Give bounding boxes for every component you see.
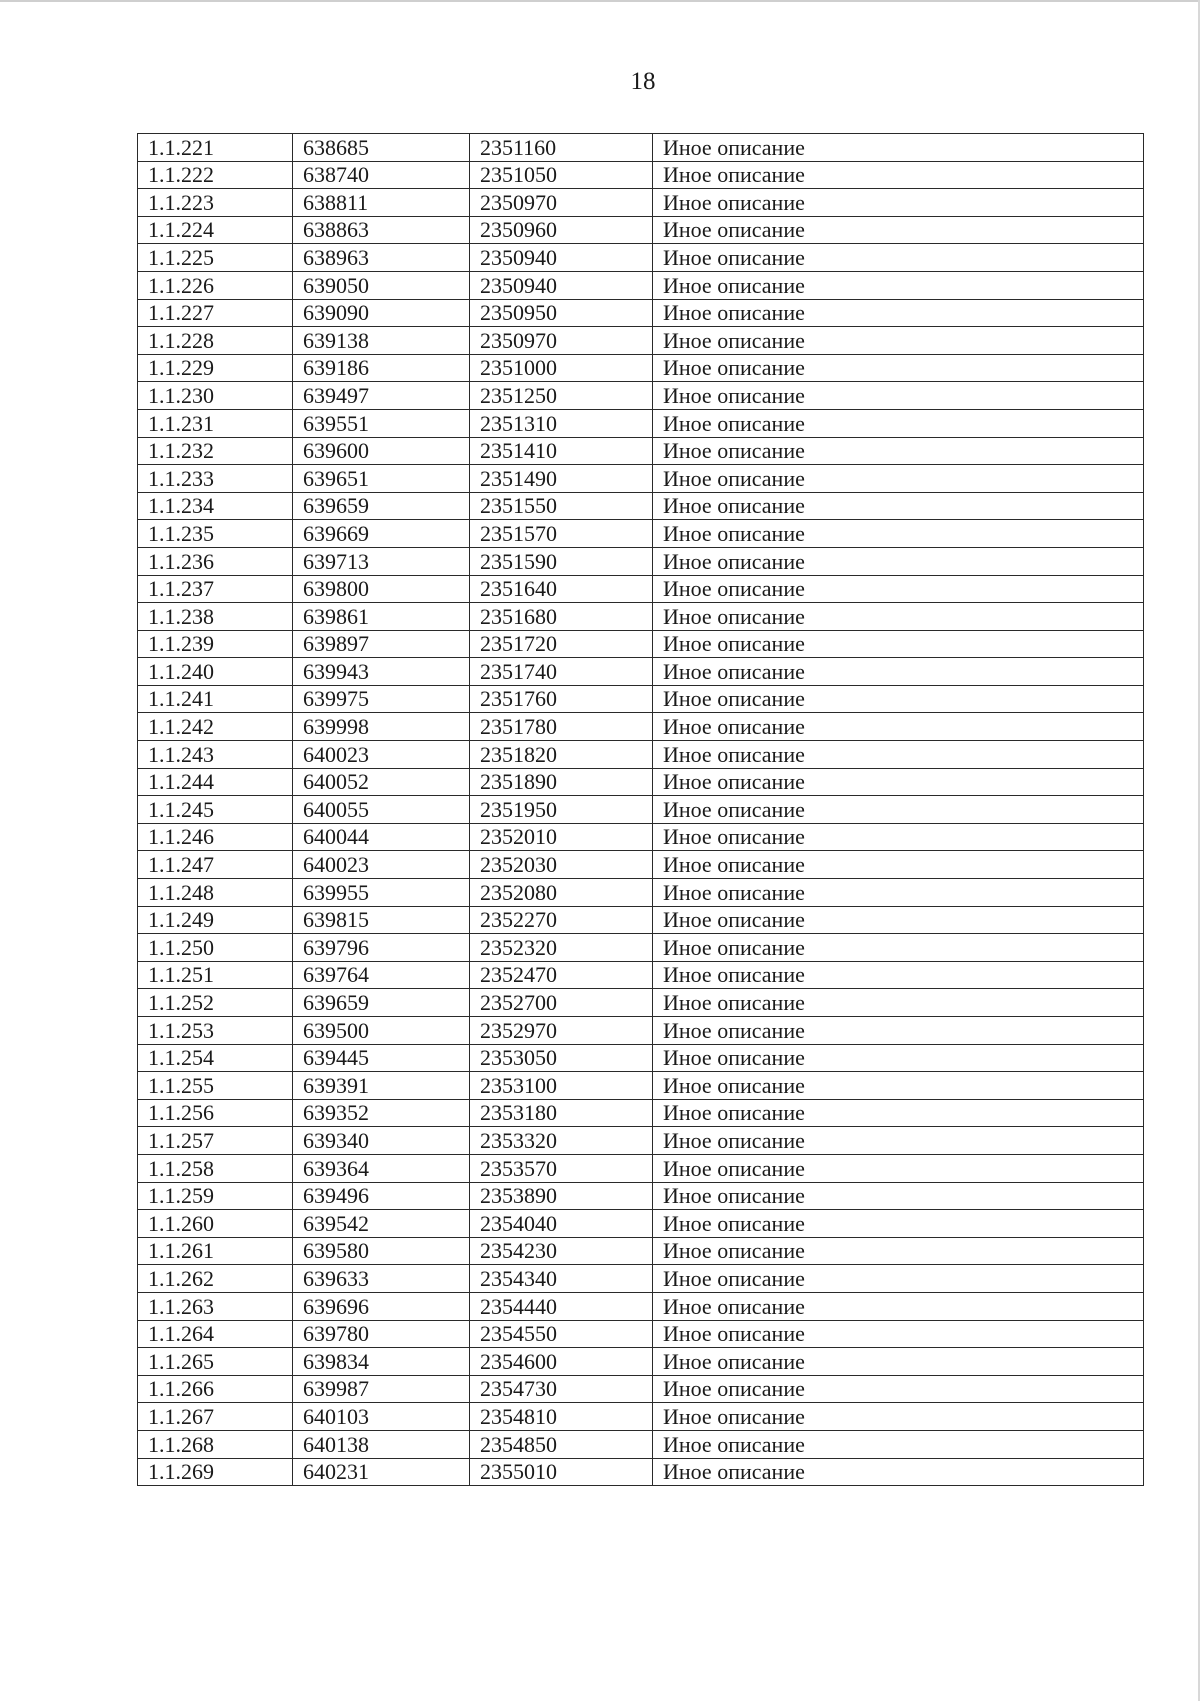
x-coordinate-cell: 639186	[293, 354, 470, 382]
description-cell: Иное описание	[653, 547, 1144, 575]
point-number-cell: 1.1.252	[138, 989, 293, 1017]
table-row	[138, 327, 1144, 355]
x-coordinate-cell: 640055	[293, 796, 470, 824]
y-coordinate-cell: 2351310	[470, 409, 653, 437]
y-coordinate-cell: 2351050	[470, 161, 653, 189]
y-coordinate-cell: 2353320	[470, 1127, 653, 1155]
x-coordinate-cell: 639551	[293, 409, 470, 437]
coordinates-table-body	[138, 134, 1144, 1486]
point-number-cell: 1.1.267	[138, 1403, 293, 1431]
x-coordinate-cell: 639659	[293, 989, 470, 1017]
point-number-cell: 1.1.240	[138, 658, 293, 686]
page-number: 18	[630, 68, 656, 95]
description-cell: Иное описание	[653, 1210, 1144, 1238]
x-coordinate-cell: 639834	[293, 1348, 470, 1376]
y-coordinate-cell: 2351740	[470, 658, 653, 686]
point-number-cell: 1.1.235	[138, 520, 293, 548]
x-coordinate-cell: 639352	[293, 1099, 470, 1127]
y-coordinate-cell: 2351950	[470, 796, 653, 824]
table-row	[138, 216, 1144, 244]
description-cell: Иное описание	[653, 409, 1144, 437]
y-coordinate-cell: 2350970	[470, 327, 653, 355]
description-cell: Иное описание	[653, 437, 1144, 465]
x-coordinate-cell: 639669	[293, 520, 470, 548]
y-coordinate-cell: 2350940	[470, 244, 653, 272]
x-coordinate-cell: 639975	[293, 685, 470, 713]
table-row	[138, 1375, 1144, 1403]
y-coordinate-cell: 2354730	[470, 1375, 653, 1403]
point-number-cell: 1.1.225	[138, 244, 293, 272]
y-coordinate-cell: 2353050	[470, 1044, 653, 1072]
table-row	[138, 409, 1144, 437]
description-cell: Иное описание	[653, 1320, 1144, 1348]
description-cell: Иное описание	[653, 382, 1144, 410]
y-coordinate-cell: 2350960	[470, 216, 653, 244]
x-coordinate-cell: 639500	[293, 1017, 470, 1045]
y-coordinate-cell: 2354600	[470, 1348, 653, 1376]
point-number-cell: 1.1.237	[138, 575, 293, 603]
table-row	[138, 271, 1144, 299]
point-number-cell: 1.1.241	[138, 685, 293, 713]
y-coordinate-cell: 2353100	[470, 1072, 653, 1100]
table-row	[138, 1127, 1144, 1155]
point-number-cell: 1.1.261	[138, 1237, 293, 1265]
x-coordinate-cell: 639780	[293, 1320, 470, 1348]
x-coordinate-cell: 639542	[293, 1210, 470, 1238]
x-coordinate-cell: 639998	[293, 713, 470, 741]
table-row	[138, 1044, 1144, 1072]
y-coordinate-cell: 2352470	[470, 961, 653, 989]
y-coordinate-cell: 2351490	[470, 465, 653, 493]
description-cell: Иное описание	[653, 465, 1144, 493]
point-number-cell: 1.1.263	[138, 1292, 293, 1320]
x-coordinate-cell: 639696	[293, 1292, 470, 1320]
x-coordinate-cell: 639497	[293, 382, 470, 410]
table-row	[138, 161, 1144, 189]
point-number-cell: 1.1.244	[138, 768, 293, 796]
point-number-cell: 1.1.266	[138, 1375, 293, 1403]
point-number-cell: 1.1.224	[138, 216, 293, 244]
y-coordinate-cell: 2352010	[470, 823, 653, 851]
table-row	[138, 1182, 1144, 1210]
description-cell: Иное описание	[653, 741, 1144, 769]
point-number-cell: 1.1.255	[138, 1072, 293, 1100]
point-number-cell: 1.1.246	[138, 823, 293, 851]
description-cell: Иное описание	[653, 630, 1144, 658]
x-coordinate-cell: 638740	[293, 161, 470, 189]
table-row	[138, 1265, 1144, 1293]
point-number-cell: 1.1.228	[138, 327, 293, 355]
description-cell: Иное описание	[653, 768, 1144, 796]
table-row	[138, 1099, 1144, 1127]
table-row	[138, 768, 1144, 796]
point-number-cell: 1.1.268	[138, 1430, 293, 1458]
description-cell: Иное описание	[653, 161, 1144, 189]
description-cell: Иное описание	[653, 1072, 1144, 1100]
description-cell: Иное описание	[653, 1348, 1144, 1376]
x-coordinate-cell: 639987	[293, 1375, 470, 1403]
point-number-cell: 1.1.231	[138, 409, 293, 437]
description-cell: Иное описание	[653, 134, 1144, 162]
y-coordinate-cell: 2352700	[470, 989, 653, 1017]
table-row	[138, 989, 1144, 1017]
table-row	[138, 520, 1144, 548]
point-number-cell: 1.1.253	[138, 1017, 293, 1045]
description-cell: Иное описание	[653, 1292, 1144, 1320]
description-cell: Иное описание	[653, 1099, 1144, 1127]
point-number-cell: 1.1.260	[138, 1210, 293, 1238]
description-cell: Иное описание	[653, 603, 1144, 631]
x-coordinate-cell: 639364	[293, 1154, 470, 1182]
x-coordinate-cell: 639580	[293, 1237, 470, 1265]
coordinates-table	[137, 133, 1144, 1486]
point-number-cell: 1.1.249	[138, 906, 293, 934]
x-coordinate-cell: 640231	[293, 1458, 470, 1486]
table-row	[138, 382, 1144, 410]
y-coordinate-cell: 2354340	[470, 1265, 653, 1293]
point-number-cell: 1.1.245	[138, 796, 293, 824]
y-coordinate-cell: 2354550	[470, 1320, 653, 1348]
y-coordinate-cell: 2350950	[470, 299, 653, 327]
x-coordinate-cell: 638963	[293, 244, 470, 272]
y-coordinate-cell: 2351820	[470, 741, 653, 769]
table-row	[138, 354, 1144, 382]
table-row	[138, 879, 1144, 907]
x-coordinate-cell: 640023	[293, 741, 470, 769]
description-cell: Иное описание	[653, 1127, 1144, 1155]
x-coordinate-cell: 639600	[293, 437, 470, 465]
table-row	[138, 575, 1144, 603]
description-cell: Иное описание	[653, 299, 1144, 327]
x-coordinate-cell: 639897	[293, 630, 470, 658]
scan-edge-top	[0, 0, 1200, 2]
point-number-cell: 1.1.250	[138, 934, 293, 962]
x-coordinate-cell: 639943	[293, 658, 470, 686]
y-coordinate-cell: 2353890	[470, 1182, 653, 1210]
table-row	[138, 1320, 1144, 1348]
y-coordinate-cell: 2351760	[470, 685, 653, 713]
y-coordinate-cell: 2351680	[470, 603, 653, 631]
point-number-cell: 1.1.257	[138, 1127, 293, 1155]
y-coordinate-cell: 2352970	[470, 1017, 653, 1045]
y-coordinate-cell: 2355010	[470, 1458, 653, 1486]
point-number-cell: 1.1.269	[138, 1458, 293, 1486]
description-cell: Иное описание	[653, 906, 1144, 934]
x-coordinate-cell: 639340	[293, 1127, 470, 1155]
x-coordinate-cell: 640023	[293, 851, 470, 879]
point-number-cell: 1.1.247	[138, 851, 293, 879]
description-cell: Иное описание	[653, 1237, 1144, 1265]
description-cell: Иное описание	[653, 271, 1144, 299]
table-row	[138, 658, 1144, 686]
x-coordinate-cell: 640103	[293, 1403, 470, 1431]
y-coordinate-cell: 2354440	[470, 1292, 653, 1320]
table-row	[138, 244, 1144, 272]
x-coordinate-cell: 639633	[293, 1265, 470, 1293]
description-cell: Иное описание	[653, 216, 1144, 244]
description-cell: Иное описание	[653, 796, 1144, 824]
x-coordinate-cell: 639445	[293, 1044, 470, 1072]
point-number-cell: 1.1.221	[138, 134, 293, 162]
description-cell: Иное описание	[653, 879, 1144, 907]
description-cell: Иное описание	[653, 934, 1144, 962]
x-coordinate-cell: 639713	[293, 547, 470, 575]
x-coordinate-cell: 639391	[293, 1072, 470, 1100]
point-number-cell: 1.1.238	[138, 603, 293, 631]
table-row	[138, 1154, 1144, 1182]
table-row	[138, 1237, 1144, 1265]
x-coordinate-cell: 639764	[293, 961, 470, 989]
description-cell: Иное описание	[653, 1017, 1144, 1045]
y-coordinate-cell: 2351720	[470, 630, 653, 658]
table-row	[138, 685, 1144, 713]
x-coordinate-cell: 638685	[293, 134, 470, 162]
y-coordinate-cell: 2351000	[470, 354, 653, 382]
x-coordinate-cell: 639955	[293, 879, 470, 907]
table-row	[138, 547, 1144, 575]
point-number-cell: 1.1.230	[138, 382, 293, 410]
description-cell: Иное описание	[653, 1044, 1144, 1072]
y-coordinate-cell: 2354810	[470, 1403, 653, 1431]
table-row	[138, 1458, 1144, 1486]
table-row	[138, 1017, 1144, 1045]
description-cell: Иное описание	[653, 713, 1144, 741]
description-cell: Иное описание	[653, 492, 1144, 520]
point-number-cell: 1.1.226	[138, 271, 293, 299]
point-number-cell: 1.1.236	[138, 547, 293, 575]
table-row	[138, 437, 1144, 465]
point-number-cell: 1.1.234	[138, 492, 293, 520]
description-cell: Иное описание	[653, 989, 1144, 1017]
description-cell: Иное описание	[653, 189, 1144, 217]
table-row	[138, 189, 1144, 217]
point-number-cell: 1.1.258	[138, 1154, 293, 1182]
point-number-cell: 1.1.233	[138, 465, 293, 493]
description-cell: Иное описание	[653, 327, 1144, 355]
table-row	[138, 134, 1144, 162]
x-coordinate-cell: 639651	[293, 465, 470, 493]
y-coordinate-cell: 2353180	[470, 1099, 653, 1127]
point-number-cell: 1.1.256	[138, 1099, 293, 1127]
description-cell: Иное описание	[653, 1375, 1144, 1403]
point-number-cell: 1.1.232	[138, 437, 293, 465]
description-cell: Иное описание	[653, 685, 1144, 713]
x-coordinate-cell: 640052	[293, 768, 470, 796]
x-coordinate-cell: 640044	[293, 823, 470, 851]
y-coordinate-cell: 2352080	[470, 879, 653, 907]
table-row	[138, 603, 1144, 631]
x-coordinate-cell: 638863	[293, 216, 470, 244]
description-cell: Иное описание	[653, 823, 1144, 851]
y-coordinate-cell: 2354230	[470, 1237, 653, 1265]
description-cell: Иное описание	[653, 658, 1144, 686]
y-coordinate-cell: 2353570	[470, 1154, 653, 1182]
point-number-cell: 1.1.243	[138, 741, 293, 769]
x-coordinate-cell: 638811	[293, 189, 470, 217]
description-cell: Иное описание	[653, 961, 1144, 989]
table-row	[138, 492, 1144, 520]
x-coordinate-cell: 639659	[293, 492, 470, 520]
y-coordinate-cell: 2351590	[470, 547, 653, 575]
x-coordinate-cell: 639815	[293, 906, 470, 934]
table-row	[138, 1292, 1144, 1320]
table-row	[138, 713, 1144, 741]
y-coordinate-cell: 2354850	[470, 1430, 653, 1458]
description-cell: Иное описание	[653, 851, 1144, 879]
point-number-cell: 1.1.262	[138, 1265, 293, 1293]
description-cell: Иное описание	[653, 1403, 1144, 1431]
y-coordinate-cell: 2351570	[470, 520, 653, 548]
x-coordinate-cell: 639496	[293, 1182, 470, 1210]
x-coordinate-cell: 640138	[293, 1430, 470, 1458]
description-cell: Иное описание	[653, 1154, 1144, 1182]
y-coordinate-cell: 2352320	[470, 934, 653, 962]
table-row	[138, 906, 1144, 934]
y-coordinate-cell: 2351160	[470, 134, 653, 162]
table-row	[138, 796, 1144, 824]
y-coordinate-cell: 2351890	[470, 768, 653, 796]
table-row	[138, 1348, 1144, 1376]
table-row	[138, 1430, 1144, 1458]
table-row	[138, 630, 1144, 658]
point-number-cell: 1.1.264	[138, 1320, 293, 1348]
table-row	[138, 934, 1144, 962]
table-row	[138, 1210, 1144, 1238]
y-coordinate-cell: 2350970	[470, 189, 653, 217]
point-number-cell: 1.1.223	[138, 189, 293, 217]
description-cell: Иное описание	[653, 1458, 1144, 1486]
point-number-cell: 1.1.242	[138, 713, 293, 741]
y-coordinate-cell: 2351640	[470, 575, 653, 603]
point-number-cell: 1.1.254	[138, 1044, 293, 1072]
y-coordinate-cell: 2351410	[470, 437, 653, 465]
y-coordinate-cell: 2352030	[470, 851, 653, 879]
table-row	[138, 741, 1144, 769]
y-coordinate-cell: 2352270	[470, 906, 653, 934]
table-row	[138, 823, 1144, 851]
point-number-cell: 1.1.239	[138, 630, 293, 658]
point-number-cell: 1.1.222	[138, 161, 293, 189]
table-row	[138, 1072, 1144, 1100]
description-cell: Иное описание	[653, 1430, 1144, 1458]
table-row	[138, 465, 1144, 493]
y-coordinate-cell: 2350940	[470, 271, 653, 299]
x-coordinate-cell: 639800	[293, 575, 470, 603]
point-number-cell: 1.1.227	[138, 299, 293, 327]
y-coordinate-cell: 2351550	[470, 492, 653, 520]
point-number-cell: 1.1.248	[138, 879, 293, 907]
description-cell: Иное описание	[653, 1265, 1144, 1293]
y-coordinate-cell: 2354040	[470, 1210, 653, 1238]
x-coordinate-cell: 639796	[293, 934, 470, 962]
description-cell: Иное описание	[653, 575, 1144, 603]
x-coordinate-cell: 639050	[293, 271, 470, 299]
description-cell: Иное описание	[653, 1182, 1144, 1210]
point-number-cell: 1.1.265	[138, 1348, 293, 1376]
x-coordinate-cell: 639090	[293, 299, 470, 327]
description-cell: Иное описание	[653, 520, 1144, 548]
point-number-cell: 1.1.229	[138, 354, 293, 382]
description-cell: Иное описание	[653, 354, 1144, 382]
table-row	[138, 1403, 1144, 1431]
point-number-cell: 1.1.251	[138, 961, 293, 989]
table-row	[138, 299, 1144, 327]
x-coordinate-cell: 639861	[293, 603, 470, 631]
description-cell: Иное описание	[653, 244, 1144, 272]
point-number-cell: 1.1.259	[138, 1182, 293, 1210]
table-row	[138, 851, 1144, 879]
y-coordinate-cell: 2351780	[470, 713, 653, 741]
table-row	[138, 961, 1144, 989]
y-coordinate-cell: 2351250	[470, 382, 653, 410]
x-coordinate-cell: 639138	[293, 327, 470, 355]
